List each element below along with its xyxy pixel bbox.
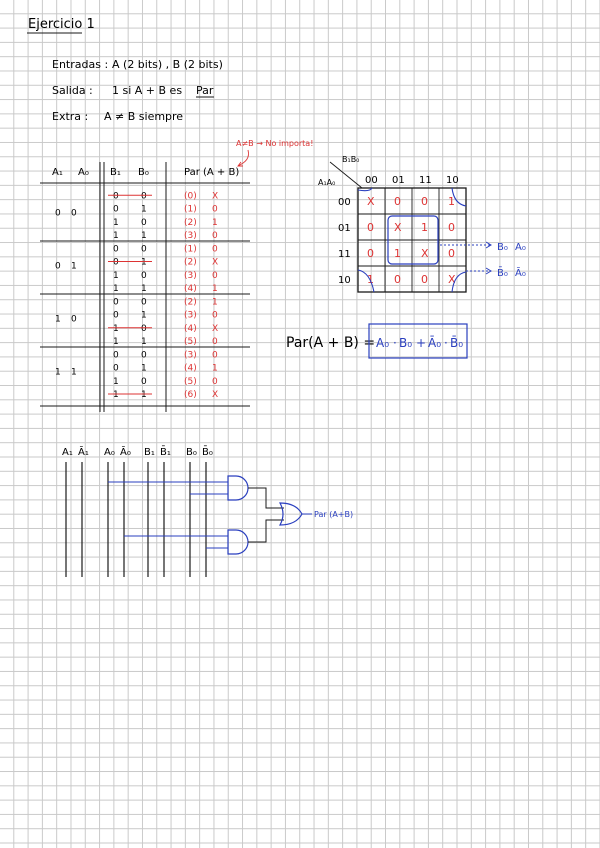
circuit-input-label: A₁: [62, 447, 73, 458]
cell-b0: 0: [141, 297, 147, 308]
cell-b1: 0: [113, 244, 119, 255]
kmap-cell: 1: [367, 273, 374, 286]
cell-sum: (4): [184, 284, 197, 294]
cell-output: 0: [212, 270, 218, 281]
cell-a1: 1: [55, 314, 61, 325]
cell-a1: 0: [55, 261, 61, 272]
kmap-corner-left: A₁A₀: [318, 178, 336, 187]
kmap-cell: 1: [394, 247, 401, 260]
circuit-input-label: B̄₁: [160, 447, 171, 458]
cell-b0: 0: [141, 323, 147, 334]
cell-output: X: [212, 323, 219, 334]
equation-dot-1: ·: [393, 336, 397, 350]
cell-a0: 0: [71, 208, 77, 219]
cell-b0: 0: [141, 350, 147, 361]
or-gate: [280, 503, 302, 525]
equation-term-a0bar: Ā₀: [428, 336, 442, 350]
karnaugh-map: [318, 155, 526, 292]
equation-term-b0bar: B̄₀: [450, 336, 464, 350]
kmap-col-label: 11: [419, 175, 432, 186]
cell-b1: 1: [113, 217, 119, 228]
cell-a1: 0: [55, 208, 61, 219]
truth-table: [40, 162, 250, 412]
cell-sum: (2): [184, 297, 197, 308]
cell-b1: 1: [113, 323, 119, 334]
kmap-row-label: 10: [338, 275, 351, 286]
cell-b1: 0: [113, 297, 119, 308]
cell-output: X: [212, 390, 219, 400]
cell-a1: 1: [55, 367, 61, 378]
cell-b1: 1: [113, 270, 119, 281]
cell-b0: 0: [141, 270, 147, 281]
cell-b1: 0: [113, 350, 119, 361]
cell-b0: 1: [141, 310, 147, 321]
exercise-title: Ejercicio 1: [28, 17, 95, 32]
salida-par: Par: [196, 84, 214, 97]
header-b1: B₁: [110, 167, 121, 178]
cell-sum: (5): [184, 376, 197, 387]
equation-term-a0: A₀: [376, 336, 390, 350]
salida-value: 1 si A + B es: [112, 84, 183, 97]
kmap-col-label: 01: [392, 175, 405, 186]
cell-b1: 1: [113, 337, 119, 347]
wire-and1-to-or: [248, 488, 284, 508]
cell-sum: (2): [184, 257, 197, 268]
cell-sum: (5): [184, 337, 197, 347]
kmap-term-2-b0bar: B̄₀: [497, 268, 508, 279]
cell-b1: 0: [113, 191, 119, 202]
cell-output: 0: [212, 204, 218, 215]
cell-output: 0: [212, 231, 218, 241]
cell-sum: (0): [184, 191, 197, 202]
cell-b0: 1: [141, 337, 147, 347]
circuit-input-label: B̄₀: [202, 447, 213, 458]
cell-sum: (3): [184, 310, 197, 321]
header-par: Par (A + B): [184, 167, 240, 178]
cell-a0: 1: [71, 367, 77, 378]
cell-b1: 1: [113, 376, 119, 387]
circuit-input-label: A₀: [104, 447, 115, 458]
kmap-cell: 1: [448, 195, 455, 208]
cell-b0: 0: [141, 191, 147, 202]
kmap-cell: X: [421, 247, 429, 260]
kmap-row-label: 00: [338, 197, 351, 208]
cell-b0: 1: [141, 204, 147, 215]
equation-term-b0: B₀: [399, 336, 413, 350]
cell-b1: 1: [113, 284, 119, 294]
cell-b0: 1: [141, 257, 147, 268]
header-b0: B₀: [138, 167, 149, 178]
cell-sum: (2): [184, 217, 197, 228]
kmap-cell: X: [394, 221, 402, 234]
extra-value: A ≠ B siempre: [104, 110, 184, 123]
cell-sum: (4): [184, 363, 197, 374]
kmap-row-label: 01: [338, 223, 351, 234]
cell-b0: 0: [141, 376, 147, 387]
equation-dot-2: ·: [444, 336, 448, 350]
header-a1: A₁: [52, 167, 63, 178]
cell-sum: (3): [184, 231, 197, 241]
cell-sum: (3): [184, 270, 197, 281]
circuit-input-label: Ā₁: [78, 447, 89, 458]
kmap-cell: 0: [394, 195, 401, 208]
cell-output: 0: [212, 376, 218, 387]
kmap-cell: X: [448, 273, 456, 286]
cell-output: X: [212, 191, 219, 202]
cell-output: 1: [212, 217, 218, 228]
cell-b1: 0: [113, 257, 119, 268]
cell-output: 1: [212, 297, 218, 308]
cell-b0: 1: [141, 231, 147, 241]
circuit-output-label: Par (A+B): [314, 510, 354, 519]
entradas-label: Entradas :: [52, 58, 109, 71]
circuit-input-label: B₀: [186, 447, 197, 458]
cell-b1: 1: [113, 390, 119, 400]
header-a0: A₀: [78, 167, 89, 178]
cell-b1: 1: [113, 231, 119, 241]
kmap-corner-top: B₁B₀: [342, 155, 360, 164]
wire-and2-to-or: [248, 520, 284, 542]
kmap-cell: 0: [367, 247, 374, 260]
entradas-value: A (2 bits) , B (2 bits): [112, 58, 223, 71]
kmap-cell: X: [367, 195, 375, 208]
kmap-col-label: 10: [446, 175, 459, 186]
cell-sum: (1): [184, 204, 197, 215]
circuit-input-label: Ā₀: [120, 447, 131, 458]
cell-output: 0: [212, 244, 218, 255]
cell-a0: 0: [71, 314, 77, 325]
cell-b0: 1: [141, 390, 147, 400]
cell-output: 1: [212, 363, 218, 374]
kmap-term-1-b0: B₀: [497, 242, 508, 253]
kmap-cell: 0: [367, 221, 374, 234]
kmap-row-label: 11: [338, 249, 351, 260]
cell-output: 0: [212, 310, 218, 321]
result-equation: [286, 324, 467, 358]
kmap-cell: 0: [421, 273, 428, 286]
cell-output: 1: [212, 284, 218, 294]
and-gate-2: [228, 530, 248, 554]
kmap-cell: 0: [394, 273, 401, 286]
kmap-cell: 0: [448, 221, 455, 234]
kmap-cell: 1: [421, 221, 428, 234]
logic-circuit: [62, 445, 353, 577]
and-gate-1: [228, 476, 248, 500]
cell-output: 0: [212, 337, 218, 347]
equation-lhs: Par(A + B) =: [286, 335, 376, 351]
salida-label: Salida :: [52, 84, 93, 97]
cell-b1: 0: [113, 204, 119, 215]
cell-a0: 1: [71, 261, 77, 272]
cell-sum: (1): [184, 244, 197, 255]
cell-sum: (3): [184, 350, 197, 361]
cell-b0: 1: [141, 284, 147, 294]
cell-b1: 0: [113, 310, 119, 321]
extra-label: Extra :: [52, 110, 89, 123]
cell-b1: 0: [113, 363, 119, 374]
cell-output: 0: [212, 350, 218, 361]
kmap-term-2-a0bar: Ā₀: [515, 268, 526, 279]
cell-b0: 0: [141, 244, 147, 255]
kmap-term-1-a0: A₀: [515, 242, 526, 253]
cell-sum: (4): [184, 323, 197, 334]
equation-plus: +: [416, 336, 427, 350]
cell-b0: 1: [141, 363, 147, 374]
kmap-cell: 0: [448, 247, 455, 260]
dont-care-annotation: A≠B → No importa!: [236, 139, 314, 148]
cell-b0: 0: [141, 217, 147, 228]
kmap-cell: 0: [421, 195, 428, 208]
cell-output: X: [212, 257, 219, 268]
kmap-col-label: 00: [365, 175, 378, 186]
circuit-input-label: B₁: [144, 447, 155, 458]
cell-sum: (6): [184, 390, 197, 400]
